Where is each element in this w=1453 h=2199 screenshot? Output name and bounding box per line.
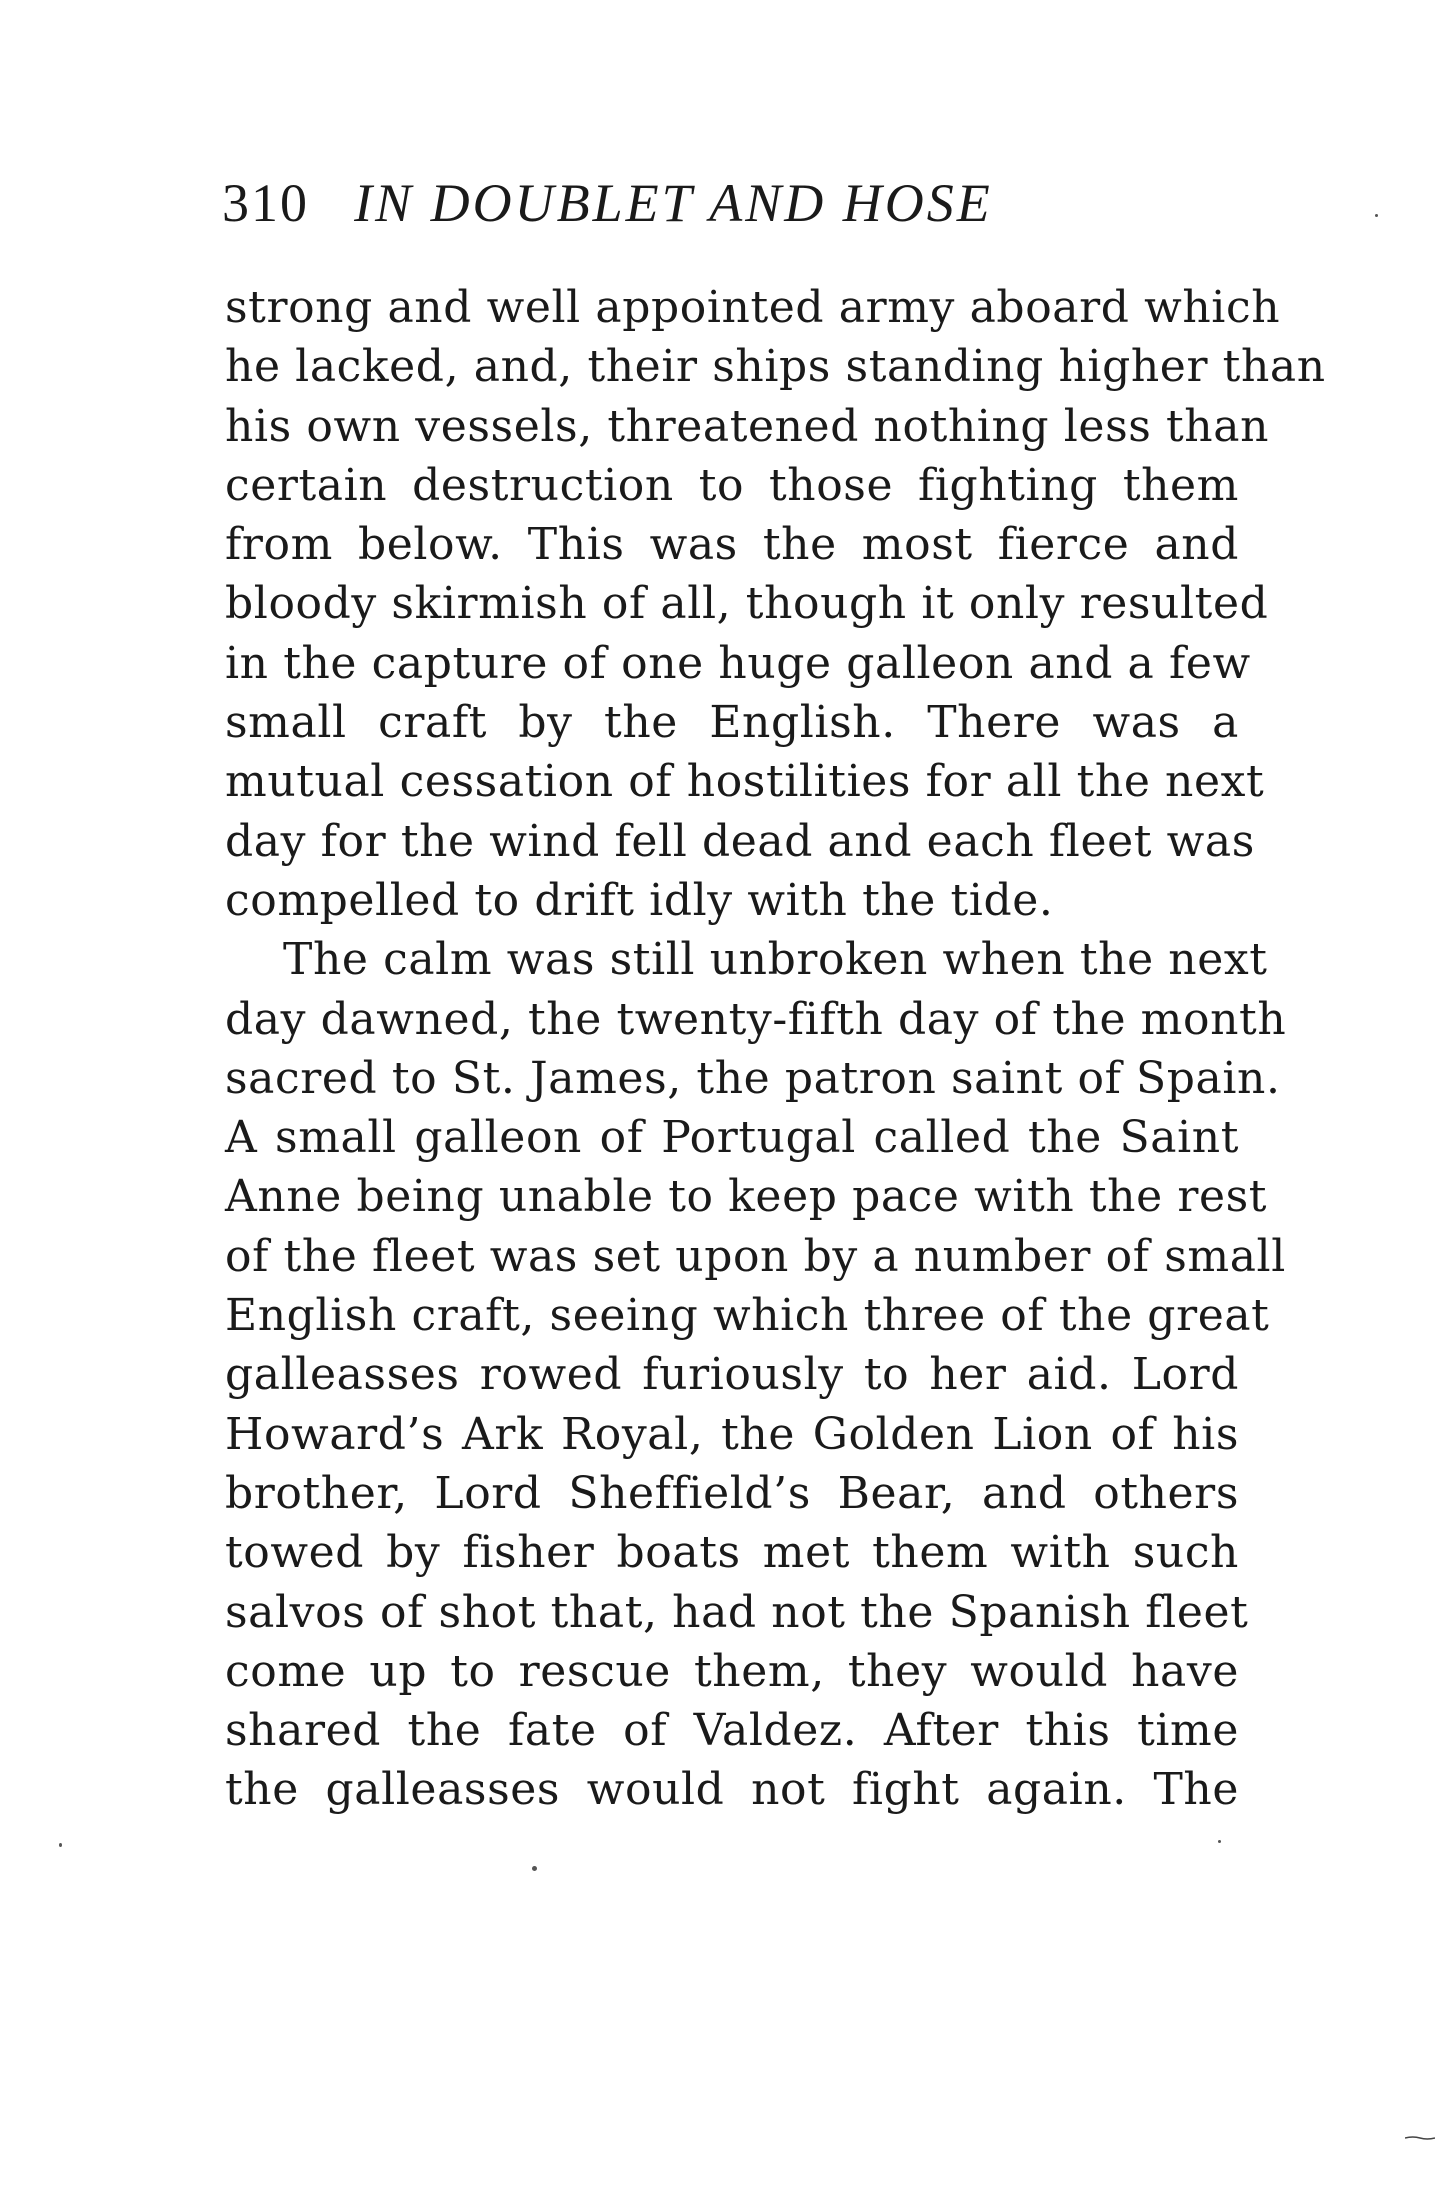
scan-speck	[1218, 1840, 1221, 1843]
text-line: towed by fisher boats met them with such	[225, 1527, 1239, 1579]
text-line: he lacked, and, their ships standing higher than	[225, 341, 1326, 393]
text-line: certain destruction to those fighting them	[225, 459, 1239, 511]
text-line: day for the wind fell dead and each fleet was	[225, 815, 1255, 867]
text-line: Howard’s Ark Royal, the Golden Lion of his	[225, 1408, 1239, 1460]
scan-speck	[59, 1843, 62, 1847]
text-line: A small galleon of Portugal called the Saint	[225, 1112, 1239, 1164]
scan-speck	[532, 1866, 537, 1871]
text-line: come up to rescue them, they would have	[225, 1645, 1239, 1697]
text-line: Anne being unable to keep pace with the rest	[225, 1171, 1268, 1223]
text-line: salvos of shot that, had not the Spanish fleet	[225, 1586, 1249, 1638]
text-line: of the fleet was set upon by a number of small	[225, 1230, 1286, 1282]
text-line: day dawned, the twenty-fifth day of the month	[225, 993, 1287, 1045]
text-line: brother, Lord Sheffield’s Bear, and others	[225, 1467, 1239, 1519]
scan-mark	[1405, 2136, 1435, 2140]
text-line: his own vessels, threatened nothing less than	[225, 400, 1270, 452]
text-line: from below. This was the most fierce and	[225, 519, 1239, 571]
paragraph-first-line: The calm was still unbroken when the next	[283, 934, 1268, 986]
body-text	[225, 278, 1326, 1820]
text-line: sacred to St. James, the patron saint of Spain.	[225, 1052, 1281, 1104]
paragraph-last-line: compelled to drift idly with the tide.	[225, 874, 1054, 926]
text-line: small craft by the English. There was a	[225, 697, 1239, 749]
text-line: mutual cessation of hostilities for all the next	[225, 756, 1265, 808]
text-line: strong and well appointed army aboard which	[225, 282, 1281, 333]
scan-speck	[1375, 214, 1378, 217]
text-line: the galleasses would not fight again. The	[225, 1764, 1239, 1816]
text-line: in the capture of one huge galleon and a few	[225, 637, 1251, 689]
text-line: shared the fate of Valdez. After this time	[225, 1705, 1239, 1757]
running-header	[222, 168, 993, 238]
page-number: 310	[222, 173, 309, 233]
running-title: IN DOUBLET AND HOSE	[354, 173, 993, 233]
text-line: bloody skirmish of all, though it only resulted	[225, 578, 1269, 630]
text-line: English craft, seeing which three of the great	[225, 1290, 1270, 1342]
text-line: galleasses rowed furiously to her aid. Lord	[225, 1349, 1239, 1401]
